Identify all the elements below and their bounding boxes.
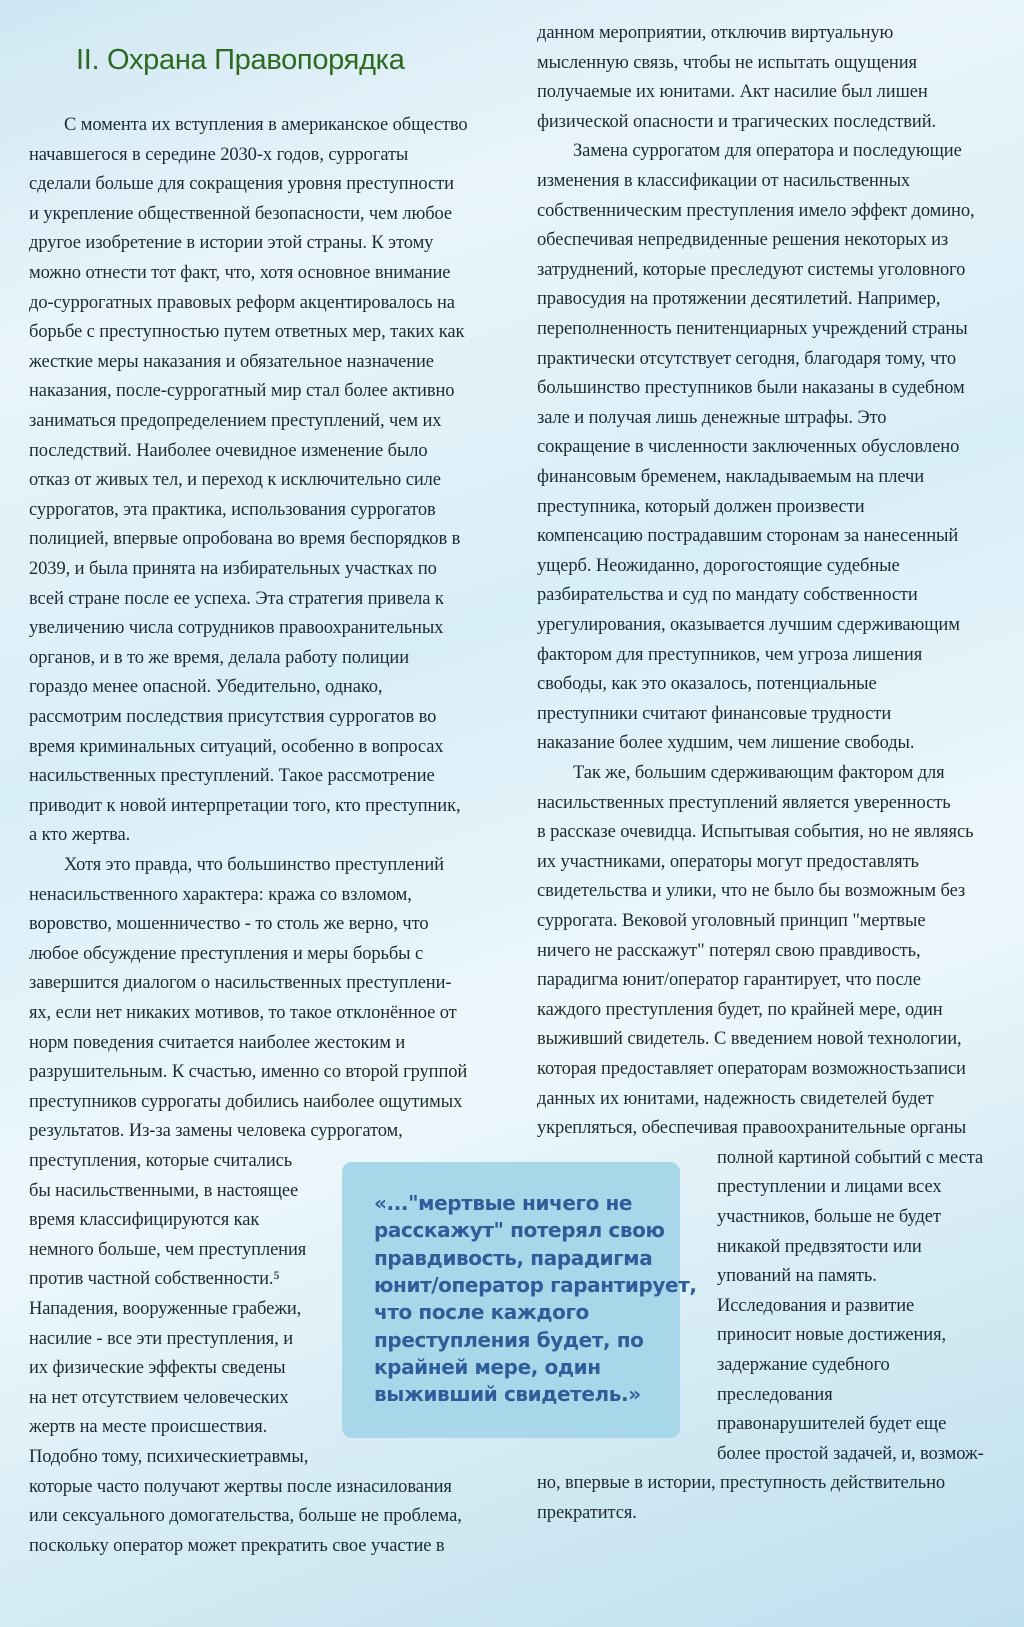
text-line: изменения в классификации от насильственных — [537, 171, 911, 191]
text-line: до-суррогатных правовых реформ акцентировалось на — [29, 292, 455, 313]
text-line: начавшегося в середине 2030-х годов, суррогаты — [29, 144, 409, 165]
text-line: компенсацию пострадавшим сторонам за нанесенный — [537, 526, 959, 547]
text-line: которая предоставляет операторам возможностьзаписи — [537, 1059, 966, 1079]
text-line: сокращение в численности заключенных обусловлено — [537, 437, 960, 458]
text-line: гораздо менее опасной. Убедительно, однако, — [29, 677, 383, 698]
text-line: прекратится. — [537, 1503, 637, 1523]
text-line: выживший свидетель. С введением новой технологии, — [537, 1029, 962, 1050]
text-line: преследования — [717, 1384, 833, 1405]
text-line: в рассказе очевидца. Испытывая события, но не являясь — [537, 822, 974, 843]
text-line: мысленную связь, чтобы не испытать ощущения — [537, 52, 917, 73]
pull-quote-line: юнит/оператор гарантирует, — [374, 1272, 697, 1297]
text-line: преступника, который должен произвести — [537, 496, 865, 517]
text-line: приводит к новой интерпретации того, кто преступник, — [29, 795, 461, 816]
text-line: суррогатов, эта практика, использования суррогатов — [29, 499, 436, 520]
text-line: получаемые их юнитами. Акт насилие был лишен — [537, 82, 928, 103]
pull-quote-line: расскажут" потерял свою — [374, 1218, 665, 1243]
text-line: а кто жертва. — [29, 825, 131, 846]
text-line: норм поведения считается наиболее жестоким и — [29, 1032, 406, 1053]
text-line: борьбе с преступностью путем ответных мер, таких как — [29, 322, 465, 343]
text-line: немного больше, чем преступления — [29, 1239, 307, 1260]
text-line: всей стране после ее успеха. Эта стратегия привела к — [29, 588, 444, 609]
text-line: разрушительным. К счастью, именно со второй группой — [29, 1062, 468, 1083]
text-line: большинство преступников были наказаны в судебном — [537, 378, 965, 399]
text-line: зале и получая лишь денежные штрафы. Это — [537, 407, 887, 428]
text-line: можно отнести тот факт, что, хотя основное внимание — [29, 263, 451, 283]
text-line: Нападения, вооруженные грабежи, — [29, 1299, 302, 1319]
text-line: Хотя это правда, что большинство преступлений — [64, 855, 444, 875]
text-line: время классифицируются как — [29, 1210, 260, 1231]
text-line: заниматься предопределением преступлений, чем их — [29, 411, 442, 431]
text-line: затруднений, которые преследуют системы уголовного — [537, 259, 966, 280]
text-line: Подобно тому, психическиетравмы, — [29, 1447, 309, 1467]
text-line: жесткие меры наказания и обязательное назначение — [29, 351, 434, 372]
text-line: или сексуального домогательства, больше не проблема, — [29, 1506, 462, 1527]
text-line: суррогата. Вековой уголовный принцип "мертвые — [537, 911, 926, 931]
text-line: ущерб. Неожиданно, дорогостоящие судебные — [537, 555, 900, 576]
text-line: наказания, после-суррогатный мир стал более активно — [29, 381, 455, 402]
pull-quote-line: что после каждого — [374, 1300, 589, 1325]
text-line: увеличению числа сотрудников правоохранительных — [29, 618, 444, 639]
text-line: отказ от живых тел, и переход к исключительно силе — [29, 470, 441, 491]
text-line: обеспечивая непредвиденные решения некоторых из — [537, 230, 949, 251]
text-line: и укрепление общественной безопасности, чем любое — [29, 203, 453, 224]
text-line: правонарушителей будет еще — [717, 1414, 947, 1435]
text-line: преступники считают финансовые трудности — [537, 703, 892, 724]
text-line: ях, если нет никаких мотивов, то такое отклонённое от — [29, 1003, 457, 1023]
text-line: рассмотрим последствия присутствия суррогатов во — [29, 707, 437, 727]
text-line: свидетельства и улики, что не было бы возможным без — [537, 881, 966, 902]
text-line: завершится диалогом о насильственных преступлени- — [29, 973, 452, 994]
text-line: бы насильственными, в настоящее — [29, 1180, 299, 1201]
text-line: переполненность пенитенциарных учреждений страны — [537, 319, 968, 339]
text-line: насилие - все эти преступления, и — [29, 1328, 294, 1349]
text-line: полной картиной событий с места — [717, 1147, 984, 1168]
text-line: воровство, мошенничество - то столь же верно, что — [29, 914, 429, 935]
text-line: 2039, и была принята на избирательных участках по — [29, 559, 437, 579]
text-line: финансовым бременем, накладываемым на плечи — [537, 467, 925, 487]
text-line: время криминальных ситуаций, особенно в вопросах — [29, 736, 444, 757]
text-line: их участниками, операторы могут предоставлять — [537, 851, 919, 872]
text-line: органов, и в то же время, делала работу полиции — [29, 647, 410, 668]
text-line: физической опасности и трагических последствий. — [537, 111, 937, 132]
pull-quote-line: крайней мере, один — [374, 1354, 601, 1379]
text-line: никакой предвзятости или — [717, 1236, 922, 1257]
pull-quote-line: правдивость, парадигма — [374, 1245, 653, 1270]
text-line: данном мероприятии, отключив виртуальную — [537, 23, 894, 43]
text-line: более простой задачей, и, возмож- — [717, 1443, 984, 1464]
text-line: правосудия на протяжении десятилетий. Например, — [537, 289, 941, 310]
text-line: каждого преступления будет, по крайней мере, один — [537, 999, 943, 1020]
text-line: их физические эффекты сведены — [29, 1358, 286, 1379]
text-line: Замена суррогатом для оператора и последующие — [573, 141, 962, 162]
text-line: фактором для преступников, чем угроза лишения — [537, 644, 923, 665]
text-line: данных их юнитами, надежность свидетелей будет — [537, 1088, 934, 1109]
text-line: урегулирования, оказывается лучшим сдерживающим — [537, 615, 960, 635]
text-line: ненасильственного характера: кража со взломом, — [29, 884, 412, 905]
text-line: практически отсутствует сегодня, благодаря тому, что — [537, 348, 957, 369]
text-line: на нет отсутствием человеческих — [29, 1387, 289, 1408]
pull-quote-box — [342, 1162, 697, 1438]
text-line: поскольку оператор может прекратить свое участие в — [29, 1535, 445, 1556]
text-line: но, впервые в истории, преступность действительно — [537, 1473, 946, 1494]
text-line: преступников суррогаты добились наиболее ощутимых — [29, 1091, 463, 1112]
text-line: ничего не расскажут" потерял свою правдивость, — [537, 940, 921, 961]
text-line: наказание более худшим, чем лишение свободы. — [537, 733, 915, 754]
text-line: другое изобретение в истории этой страны. К этому — [29, 233, 434, 254]
text-line: Так же, большим сдерживающим фактором для — [573, 763, 945, 783]
text-line: приносит новые достижения, — [717, 1325, 947, 1346]
text-line: преступления, которые считались — [29, 1151, 293, 1171]
text-line: насильственных преступлений. Такое рассмотрение — [29, 766, 435, 787]
pull-quote-line: преступления будет, по — [374, 1327, 644, 1352]
text-line: С момента их вступления в американское общество — [64, 115, 468, 135]
pull-quote-line: «..."мертвые ничего не — [374, 1191, 633, 1215]
text-line: Исследования и развитие — [717, 1295, 915, 1316]
text-line: разбирательства и суд по мандату собственности — [537, 585, 918, 606]
text-line: задержание судебного — [717, 1355, 890, 1375]
text-line: результатов. Из-за замены человека суррогатом, — [29, 1121, 403, 1142]
text-line: полицией, впервые опробована во время беспорядков в — [29, 529, 461, 550]
section-title: II. Охрана Правопорядка — [76, 44, 405, 76]
text-line: против частной собственности.⁵ — [29, 1269, 280, 1290]
text-line: сделали больше для сокращения уровня преступности — [29, 174, 454, 195]
text-line: последствий. Наиболее очевидное изменение было — [29, 440, 428, 461]
text-line: насильственных преступлений является уверенность — [537, 792, 951, 813]
text-line: участников, больше не будет — [717, 1207, 941, 1227]
pull-quote-line: выживший свидетель.» — [374, 1382, 641, 1407]
text-line: собственническим преступления имело эффект домино, — [537, 200, 975, 221]
text-line: упований на память. — [717, 1266, 877, 1287]
text-line: преступлении и лицами всех — [717, 1177, 942, 1198]
text-line: жертв на месте происшествия. — [29, 1417, 268, 1438]
text-line: любое обсуждение преступления и меры борьбы с — [29, 943, 424, 964]
text-line: укрепляться, обеспечивая правоохранительные органы — [537, 1118, 967, 1139]
text-line: парадигма юнит/оператор гарантирует, что после — [537, 970, 921, 991]
text-line: которые часто получают жертвы после изнасилования — [29, 1476, 452, 1497]
text-line: свободы, как это оказалось, потенциальные — [537, 674, 877, 695]
